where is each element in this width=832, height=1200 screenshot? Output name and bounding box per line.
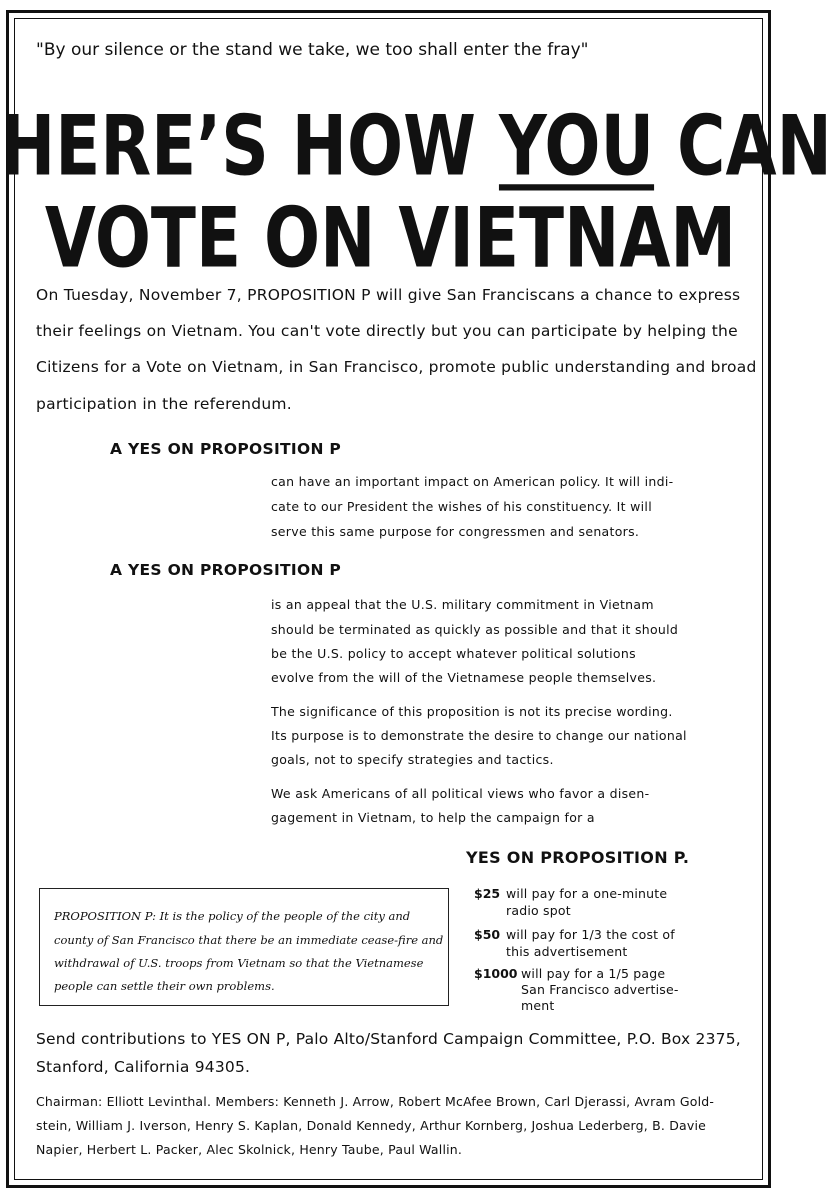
section2-line: evolve from the will of the Vietnamese people themselves.: [271, 670, 657, 685]
headline-line-2: VOTE ON VIETNAM: [44, 190, 737, 287]
headline-part: HERE’S HOW: [0, 98, 499, 195]
proposition-line: people can settle their own problems.: [54, 979, 275, 993]
section2-line: We ask Americans of all political views who favor a disen-: [271, 786, 650, 801]
donation-desc: will pay for 1/3 the cost of: [506, 927, 675, 942]
section2-line: goals, not to specify strategies and tactics.: [271, 752, 554, 767]
donation-amount: $1000: [474, 966, 518, 981]
section2-line: The significance of this proposition is not its precise wording.: [271, 704, 673, 719]
donation-desc: radio spot: [506, 903, 571, 918]
headline-line-1: [0, 98, 832, 195]
donation-amount: $25: [474, 886, 501, 901]
members-line: Napier, Herbert L. Packer, Alec Skolnick, Henry Taube, Paul Wallin.: [36, 1142, 463, 1157]
section1-line: can have an important impact on American policy. It will indi-: [271, 474, 674, 489]
section2-heading: A YES ON PROPOSITION P: [110, 561, 342, 579]
proposition-line: PROPOSITION P: It is the policy of the people of the city and: [54, 909, 411, 923]
intro-line: participation in the referendum.: [36, 395, 292, 413]
donation-desc: this advertisement: [506, 944, 628, 959]
section2-line: be the U.S. policy to accept whatever political solutions: [271, 646, 636, 661]
intro-line: On Tuesday, November 7, PROPOSITION P will give San Franciscans a chance to express: [36, 286, 741, 304]
donation-desc: will pay for a one-minute: [506, 886, 668, 901]
section2-line: should be terminated as quickly as possible and that it should: [271, 622, 679, 637]
donation-amount: $50: [474, 927, 501, 942]
send-contributions-line: Stanford, California 94305.: [36, 1058, 251, 1076]
proposition-line: county of San Francisco that there be an immediate cease-fire and: [54, 933, 444, 947]
section1-heading: A YES ON PROPOSITION P: [110, 440, 342, 458]
headline-you: YOU: [498, 98, 655, 195]
members-line: Chairman: Elliott Levinthal. Members: Kenneth J. Arrow, Robert McAfee Brown, Carl Djerassi, Avram Gold-: [36, 1094, 715, 1109]
headline-part: CAN: [654, 98, 832, 195]
opening-quote: "By our silence or the stand we take, we too shall enter the fray": [36, 40, 589, 60]
section2-line: is an appeal that the U.S. military commitment in Vietnam: [271, 597, 654, 612]
members-line: stein, William J. Iverson, Henry S. Kaplan, Donald Kennedy, Arthur Kornberg, Joshua Lederberg, B. Davie: [36, 1118, 707, 1133]
section1-line: cate to our President the wishes of his constituency. It will: [271, 499, 652, 514]
donation-desc: will pay for a 1/5 page: [521, 966, 666, 981]
section2-line: gagement in Vietnam, to help the campaign for a: [271, 810, 595, 825]
yes-on-proposition-p: YES ON PROPOSITION P.: [466, 848, 690, 867]
donation-desc: San Francisco advertise-: [521, 982, 679, 997]
intro-line: their feelings on Vietnam. You can't vote directly but you can participate by helping the: [36, 322, 738, 340]
donation-desc: ment: [521, 998, 555, 1013]
send-contributions-line: Send contributions to YES ON P, Palo Alto/Stanford Campaign Committee, P.O. Box 2375,: [36, 1030, 741, 1048]
intro-line: Citizens for a Vote on Vietnam, in San Francisco, promote public understanding and broad: [36, 358, 757, 376]
proposition-line: withdrawal of U.S. troops from Vietnam so that the Vietnamese: [54, 956, 424, 970]
section2-line: Its purpose is to demonstrate the desire to change our national: [271, 728, 687, 743]
section1-line: serve this same purpose for congressmen and senators.: [271, 524, 640, 539]
